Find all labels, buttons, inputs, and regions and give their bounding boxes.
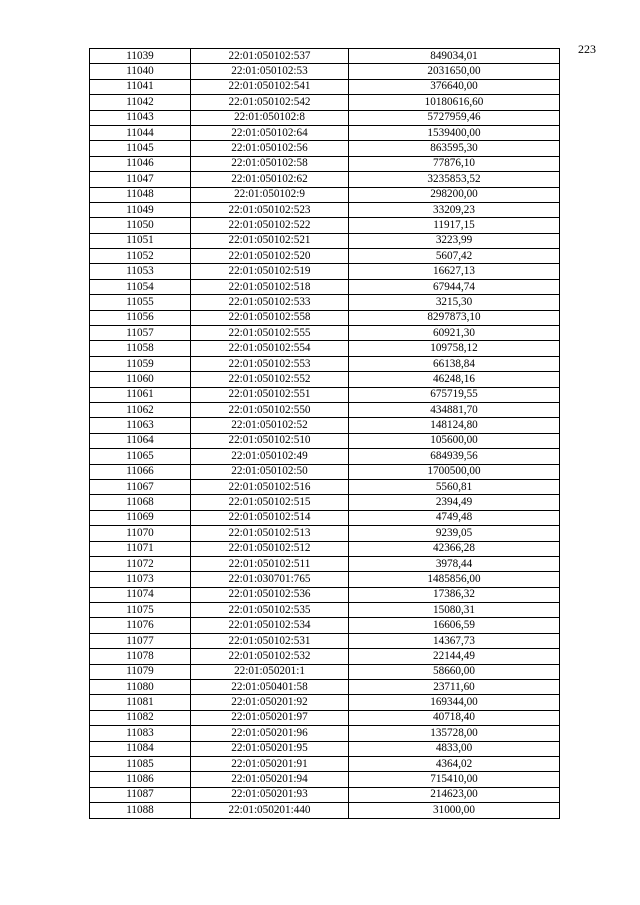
cadastral-number-cell: 22:01:050102:511 <box>191 556 349 571</box>
cadastral-number-cell: 22:01:050102:550 <box>191 402 349 417</box>
table-body <box>90 49 560 819</box>
row-number-cell: 11062 <box>90 402 191 417</box>
cadastral-value-cell: 5727959,46 <box>349 110 560 125</box>
cadastral-value-cell: 1539400,00 <box>349 125 560 140</box>
cadastral-number-cell: 22:01:050102:64 <box>191 125 349 140</box>
cadastral-value-cell: 11917,15 <box>349 218 560 233</box>
table-row <box>90 556 560 571</box>
row-number-cell: 11084 <box>90 741 191 756</box>
row-number-cell: 11045 <box>90 141 191 156</box>
cadastral-value-cell: 14367,73 <box>349 633 560 648</box>
cadastral-number-cell: 22:01:050102:558 <box>191 310 349 325</box>
table-row <box>90 510 560 525</box>
table-row <box>90 449 560 464</box>
cadastral-value-cell: 17386,32 <box>349 587 560 602</box>
table-row <box>90 356 560 371</box>
table-row <box>90 233 560 248</box>
table-row <box>90 249 560 264</box>
cadastral-number-cell: 22:01:050102:534 <box>191 618 349 633</box>
row-number-cell: 11053 <box>90 264 191 279</box>
table-row <box>90 603 560 618</box>
cadastral-number-cell: 22:01:050102:513 <box>191 526 349 541</box>
row-number-cell: 11063 <box>90 418 191 433</box>
cadastral-value-cell: 5560,81 <box>349 479 560 494</box>
table-row <box>90 125 560 140</box>
table-row <box>90 326 560 341</box>
table-row <box>90 64 560 79</box>
cadastral-value-cell: 2031650,00 <box>349 64 560 79</box>
cadastral-value-cell: 169344,00 <box>349 695 560 710</box>
row-number-cell: 11076 <box>90 618 191 633</box>
cadastral-number-cell: 22:01:050102:523 <box>191 202 349 217</box>
cadastral-value-cell: 67944,74 <box>349 279 560 294</box>
table-row <box>90 787 560 802</box>
cadastral-value-cell: 58660,00 <box>349 664 560 679</box>
row-number-cell: 11056 <box>90 310 191 325</box>
cadastral-value-cell: 1700500,00 <box>349 464 560 479</box>
cadastral-value-cell: 60921,30 <box>349 326 560 341</box>
cadastral-number-cell: 22:01:050102:537 <box>191 49 349 64</box>
table-row <box>90 418 560 433</box>
cadastral-number-cell: 22:01:050102:551 <box>191 387 349 402</box>
cadastral-value-cell: 23711,60 <box>349 680 560 695</box>
cadastral-number-cell: 22:01:050201:94 <box>191 772 349 787</box>
table-row <box>90 341 560 356</box>
cadastral-number-cell: 22:01:050102:52 <box>191 418 349 433</box>
cadastral-number-cell: 22:01:050102:518 <box>191 279 349 294</box>
cadastral-value-cell: 33209,23 <box>349 202 560 217</box>
row-number-cell: 11087 <box>90 787 191 802</box>
cadastral-value-cell: 4364,02 <box>349 756 560 771</box>
row-number-cell: 11071 <box>90 541 191 556</box>
row-number-cell: 11085 <box>90 756 191 771</box>
cadastral-value-cell: 4833,00 <box>349 741 560 756</box>
table-row <box>90 495 560 510</box>
row-number-cell: 11046 <box>90 156 191 171</box>
cadastral-value-cell: 434881,70 <box>349 402 560 417</box>
row-number-cell: 11050 <box>90 218 191 233</box>
cadastral-number-cell: 22:01:050102:58 <box>191 156 349 171</box>
cadastral-value-cell: 16606,59 <box>349 618 560 633</box>
cadastral-number-cell: 22:01:050102:519 <box>191 264 349 279</box>
row-number-cell: 11061 <box>90 387 191 402</box>
cadastral-number-cell: 22:01:050201:95 <box>191 741 349 756</box>
cadastral-number-cell: 22:01:050102:50 <box>191 464 349 479</box>
row-number-cell: 11078 <box>90 649 191 664</box>
cadastral-value-cell: 3223,99 <box>349 233 560 248</box>
table-row <box>90 187 560 202</box>
table-row <box>90 479 560 494</box>
table-row <box>90 695 560 710</box>
table-row <box>90 156 560 171</box>
row-number-cell: 11042 <box>90 95 191 110</box>
row-number-cell: 11081 <box>90 695 191 710</box>
cadastral-number-cell: 22:01:050201:440 <box>191 803 349 818</box>
cadastral-number-cell: 22:01:050102:56 <box>191 141 349 156</box>
cadastral-number-cell: 22:01:050102:554 <box>191 341 349 356</box>
table-row <box>90 202 560 217</box>
cadastral-number-cell: 22:01:050102:555 <box>191 326 349 341</box>
cadastral-number-cell: 22:01:050102:535 <box>191 603 349 618</box>
table-row <box>90 756 560 771</box>
cadastral-value-table <box>89 48 560 819</box>
cadastral-value-cell: 15080,31 <box>349 603 560 618</box>
table-row <box>90 433 560 448</box>
table-row <box>90 172 560 187</box>
cadastral-number-cell: 22:01:050201:96 <box>191 726 349 741</box>
row-number-cell: 11040 <box>90 64 191 79</box>
row-number-cell: 11064 <box>90 433 191 448</box>
cadastral-number-cell: 22:01:050201:91 <box>191 756 349 771</box>
table-row <box>90 141 560 156</box>
cadastral-value-cell: 2394,49 <box>349 495 560 510</box>
table-row <box>90 49 560 64</box>
cadastral-number-cell: 22:01:050102:532 <box>191 649 349 664</box>
cadastral-number-cell: 22:01:030701:765 <box>191 572 349 587</box>
row-number-cell: 11059 <box>90 356 191 371</box>
cadastral-number-cell: 22:01:050102:552 <box>191 372 349 387</box>
cadastral-number-cell: 22:01:050102:53 <box>191 64 349 79</box>
row-number-cell: 11072 <box>90 556 191 571</box>
table-row <box>90 372 560 387</box>
cadastral-number-cell: 22:01:050102:522 <box>191 218 349 233</box>
table-row <box>90 110 560 125</box>
table-row <box>90 741 560 756</box>
cadastral-value-cell: 1485856,00 <box>349 572 560 587</box>
row-number-cell: 11070 <box>90 526 191 541</box>
cadastral-number-cell: 22:01:050102:8 <box>191 110 349 125</box>
cadastral-number-cell: 22:01:050102:512 <box>191 541 349 556</box>
cadastral-number-cell: 22:01:050102:531 <box>191 633 349 648</box>
table-row <box>90 664 560 679</box>
cadastral-number-cell: 22:01:050102:510 <box>191 433 349 448</box>
cadastral-value-cell: 9239,05 <box>349 526 560 541</box>
table-row <box>90 264 560 279</box>
row-number-cell: 11043 <box>90 110 191 125</box>
row-number-cell: 11055 <box>90 295 191 310</box>
row-number-cell: 11073 <box>90 572 191 587</box>
cadastral-number-cell: 22:01:050102:541 <box>191 79 349 94</box>
table-row <box>90 387 560 402</box>
table-row <box>90 541 560 556</box>
table-row <box>90 526 560 541</box>
cadastral-number-cell: 22:01:050401:58 <box>191 680 349 695</box>
row-number-cell: 11041 <box>90 79 191 94</box>
table-row <box>90 710 560 725</box>
cadastral-number-cell: 22:01:050201:93 <box>191 787 349 802</box>
cadastral-value-cell: 16627,13 <box>349 264 560 279</box>
row-number-cell: 11080 <box>90 680 191 695</box>
cadastral-value-cell: 109758,12 <box>349 341 560 356</box>
cadastral-number-cell: 22:01:050102:49 <box>191 449 349 464</box>
cadastral-number-cell: 22:01:050102:521 <box>191 233 349 248</box>
table-row <box>90 649 560 664</box>
cadastral-number-cell: 22:01:050201:1 <box>191 664 349 679</box>
row-number-cell: 11067 <box>90 479 191 494</box>
cadastral-value-cell: 684939,56 <box>349 449 560 464</box>
cadastral-value-cell: 3215,30 <box>349 295 560 310</box>
table-row <box>90 79 560 94</box>
cadastral-number-cell: 22:01:050102:553 <box>191 356 349 371</box>
table-row <box>90 464 560 479</box>
cadastral-value-cell: 675719,55 <box>349 387 560 402</box>
cadastral-value-cell: 8297873,10 <box>349 310 560 325</box>
row-number-cell: 11060 <box>90 372 191 387</box>
row-number-cell: 11048 <box>90 187 191 202</box>
row-number-cell: 11088 <box>90 803 191 818</box>
cadastral-value-cell: 40718,40 <box>349 710 560 725</box>
cadastral-value-cell: 376640,00 <box>349 79 560 94</box>
table-row <box>90 310 560 325</box>
cadastral-value-cell: 105600,00 <box>349 433 560 448</box>
cadastral-number-cell: 22:01:050102:536 <box>191 587 349 602</box>
cadastral-number-cell: 22:01:050102:514 <box>191 510 349 525</box>
table-row <box>90 95 560 110</box>
cadastral-value-cell: 42366,28 <box>349 541 560 556</box>
row-number-cell: 11044 <box>90 125 191 140</box>
row-number-cell: 11077 <box>90 633 191 648</box>
table-row <box>90 633 560 648</box>
row-number-cell: 11069 <box>90 510 191 525</box>
cadastral-value-cell: 135728,00 <box>349 726 560 741</box>
table-row <box>90 803 560 818</box>
page-number: 223 <box>578 42 596 56</box>
cadastral-value-cell: 4749,48 <box>349 510 560 525</box>
table-row <box>90 279 560 294</box>
row-number-cell: 11068 <box>90 495 191 510</box>
cadastral-number-cell: 22:01:050102:515 <box>191 495 349 510</box>
cadastral-value-cell: 298200,00 <box>349 187 560 202</box>
cadastral-number-cell: 22:01:050102:542 <box>191 95 349 110</box>
cadastral-value-cell: 66138,84 <box>349 356 560 371</box>
cadastral-value-cell: 5607,42 <box>349 249 560 264</box>
row-number-cell: 11079 <box>90 664 191 679</box>
row-number-cell: 11082 <box>90 710 191 725</box>
cadastral-value-cell: 849034,01 <box>349 49 560 64</box>
cadastral-value-cell: 77876,10 <box>349 156 560 171</box>
table-row <box>90 680 560 695</box>
cadastral-value-cell: 3235853,52 <box>349 172 560 187</box>
row-number-cell: 11065 <box>90 449 191 464</box>
cadastral-number-cell: 22:01:050102:516 <box>191 479 349 494</box>
cadastral-number-cell: 22:01:050102:533 <box>191 295 349 310</box>
cadastral-number-cell: 22:01:050201:97 <box>191 710 349 725</box>
cadastral-value-cell: 31000,00 <box>349 803 560 818</box>
cadastral-number-cell: 22:01:050102:9 <box>191 187 349 202</box>
row-number-cell: 11075 <box>90 603 191 618</box>
row-number-cell: 11054 <box>90 279 191 294</box>
row-number-cell: 11066 <box>90 464 191 479</box>
table-row <box>90 772 560 787</box>
table-row <box>90 572 560 587</box>
table-row <box>90 218 560 233</box>
cadastral-value-cell: 214623,00 <box>349 787 560 802</box>
row-number-cell: 11083 <box>90 726 191 741</box>
table-row <box>90 402 560 417</box>
table-row <box>90 726 560 741</box>
cadastral-number-cell: 22:01:050102:520 <box>191 249 349 264</box>
cadastral-value-cell: 3978,44 <box>349 556 560 571</box>
row-number-cell: 11049 <box>90 202 191 217</box>
row-number-cell: 11052 <box>90 249 191 264</box>
row-number-cell: 11051 <box>90 233 191 248</box>
row-number-cell: 11057 <box>90 326 191 341</box>
table-row <box>90 587 560 602</box>
row-number-cell: 11074 <box>90 587 191 602</box>
cadastral-value-cell: 715410,00 <box>349 772 560 787</box>
row-number-cell: 11047 <box>90 172 191 187</box>
cadastral-value-cell: 10180616,60 <box>349 95 560 110</box>
row-number-cell: 11039 <box>90 49 191 64</box>
cadastral-value-cell: 863595,30 <box>349 141 560 156</box>
row-number-cell: 11086 <box>90 772 191 787</box>
table-row <box>90 618 560 633</box>
table-row <box>90 295 560 310</box>
cadastral-number-cell: 22:01:050102:62 <box>191 172 349 187</box>
row-number-cell: 11058 <box>90 341 191 356</box>
cadastral-number-cell: 22:01:050201:92 <box>191 695 349 710</box>
cadastral-value-cell: 148124,80 <box>349 418 560 433</box>
cadastral-value-cell: 22144,49 <box>349 649 560 664</box>
cadastral-value-cell: 46248,16 <box>349 372 560 387</box>
